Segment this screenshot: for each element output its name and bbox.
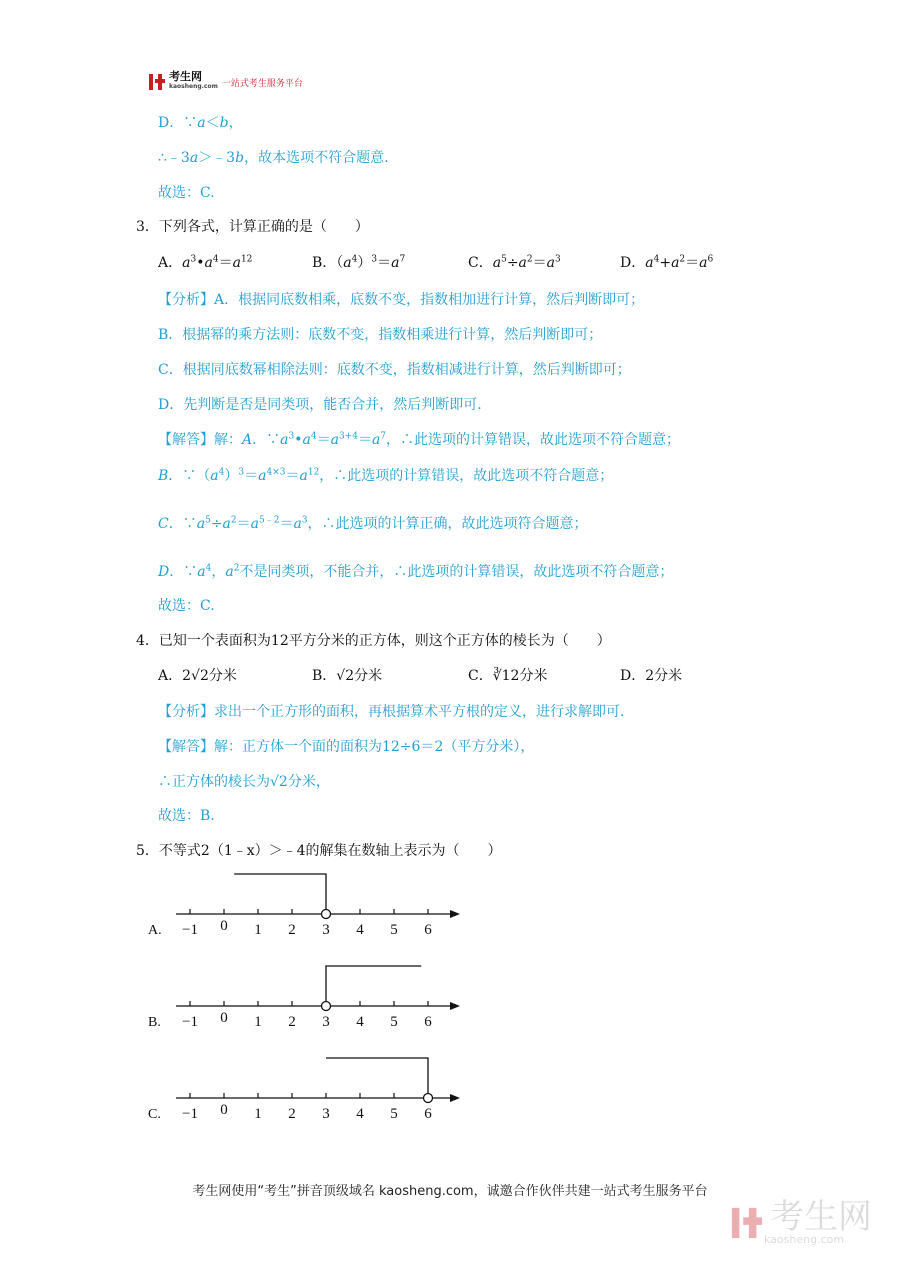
option-label: C.	[148, 1107, 161, 1122]
tick-label: 2	[288, 922, 296, 938]
tick-label: 6	[424, 1014, 432, 1030]
tick-label: 1	[254, 1014, 262, 1030]
endpoint-circle	[322, 910, 331, 919]
tick-label: 3	[322, 1106, 330, 1122]
q3-option-a: A．$a^3•a^4=a^{12}$	[158, 254, 253, 271]
tick-label: 5	[390, 1014, 398, 1030]
q4-answer: 故选：B.	[158, 808, 215, 824]
tick-label: 0	[220, 1102, 228, 1118]
q3-solution-3: C．$\because a^5\div a^2=a^{5﹣2}=a^3$，∴此选项的计算正确，故此选项符合题意；	[158, 515, 588, 532]
q4-option-a: A．2√2分米	[158, 668, 237, 684]
tick-label: 4	[356, 1106, 364, 1122]
option-label: B.	[148, 1015, 161, 1030]
tick-label: 3	[322, 1014, 330, 1030]
q3-option-b: B．$(a^4)^3=a^7$	[312, 254, 406, 271]
q3-solution-1: 【解答】解：A．$\because a^3•a^4=a^{3+4}=a^7$，∴此选项的计算错误，故此选项不符合题意；	[158, 431, 681, 448]
q2-d-conclusion: ∴﹣3a＞﹣3b，故本选项不符合题意.	[158, 150, 389, 166]
q4-option-c: C．∛12分米	[468, 668, 548, 684]
watermark-logo-icon	[730, 1206, 764, 1240]
tick-label: −1	[182, 922, 198, 938]
q3-option-d: D．$a^4+a^2=a^6$	[620, 254, 714, 271]
tick-label: 2	[288, 1014, 296, 1030]
q3-option-c: C．$a^5\div a^2=a^3$	[468, 254, 561, 271]
q4-solution-1: 【解答】解：正方体一个面的面积为12÷6＝2（平方分米），	[158, 739, 535, 755]
tick-label: 0	[220, 1010, 228, 1026]
logo-tagline: 一站式考生服务平台	[221, 78, 303, 89]
tick-label: 3	[322, 922, 330, 938]
q2-answer: 故选：C.	[158, 185, 215, 201]
tick-label: 6	[424, 922, 432, 938]
header-logo	[148, 72, 303, 92]
axis-arrow	[450, 910, 460, 918]
endpoint-circle	[424, 1094, 433, 1103]
axis-arrow	[450, 1094, 460, 1102]
q4-option-d: D．2分米	[620, 668, 683, 684]
tick-label: 0	[220, 918, 228, 934]
tick-label: 2	[288, 1106, 296, 1122]
tick-label: 4	[356, 922, 364, 938]
q4-solution-2: ∴正方体的棱长为√2分米，	[158, 774, 330, 790]
q3-stem: 3．下列各式，计算正确的是（ ）	[136, 219, 369, 235]
tick-label: −1	[182, 1014, 198, 1030]
endpoint-circle	[322, 1002, 331, 1011]
q3-analysis-4: D．先判断是否是同类项，能否合并，然后判断即可.	[158, 397, 482, 413]
footer-text: 考生网使用“考生”拼音顶级域名 kaosheng.com，诚邀合作伙伴共建一站式考生服务平台	[192, 1184, 708, 1199]
q3-solution-2: B．$\because(a^4)^3=a^{4\times 3}=a^{12}$，∴此选项的计算错误，故此选项不符合题意；	[158, 467, 614, 484]
q3-analysis-3: C．根据同底数幂相除法则：底数不变，指数相减进行计算，然后判断即可；	[158, 362, 631, 378]
kaosheng-logo-icon	[148, 73, 166, 91]
tick-label: 5	[390, 922, 398, 938]
tick-label: 5	[390, 1106, 398, 1122]
logo-brand: 考生网 kaosheng.com	[169, 70, 218, 90]
tick-label: −1	[182, 1106, 198, 1122]
tick-label: 1	[254, 1106, 262, 1122]
q3-solution-4: D．$\because a^4$，$a^2$不是同类项，不能合并，∴此选项的计算错误，故此选项不符合题意；	[158, 563, 674, 580]
tick-label: 1	[254, 922, 262, 938]
q5-stem: 5．不等式2（1﹣x）＞﹣4的解集在数轴上表示为（ ）	[136, 843, 502, 859]
q2-d-line: D．∵a＜b，	[158, 115, 243, 131]
logo-domain: kaosheng.com	[169, 83, 218, 90]
watermark-domain: kaosheng.com	[764, 1233, 845, 1246]
q3-analysis-2: B．根据幂的乘方法则：底数不变，指数相乘进行计算，然后判断即可；	[158, 327, 603, 343]
solution-ray	[326, 1058, 428, 1093]
watermark-text: 考生网	[770, 1197, 872, 1237]
q4-stem: 4．已知一个表面积为12平方分米的正方体，则这个正方体的棱长为（ ）	[136, 633, 611, 649]
tick-label: 6	[424, 1106, 432, 1122]
q3-answer: 故选：C.	[158, 598, 215, 614]
q3-analysis-1: 【分析】A．根据同底数相乘，底数不变，指数相加进行计算，然后判断即可；	[158, 292, 645, 308]
tick-label: 4	[356, 1014, 364, 1030]
q4-analysis: 【分析】求出一个正方形的面积，再根据算术平方根的定义，进行求解即可.	[158, 704, 625, 720]
solution-ray	[326, 966, 421, 1001]
axis-arrow	[450, 1002, 460, 1010]
watermark	[730, 1197, 872, 1246]
option-label: A.	[148, 923, 162, 938]
q5-number-lines	[150, 860, 490, 1140]
solution-ray	[234, 874, 326, 909]
q4-option-b: B．√2分米	[312, 668, 383, 684]
